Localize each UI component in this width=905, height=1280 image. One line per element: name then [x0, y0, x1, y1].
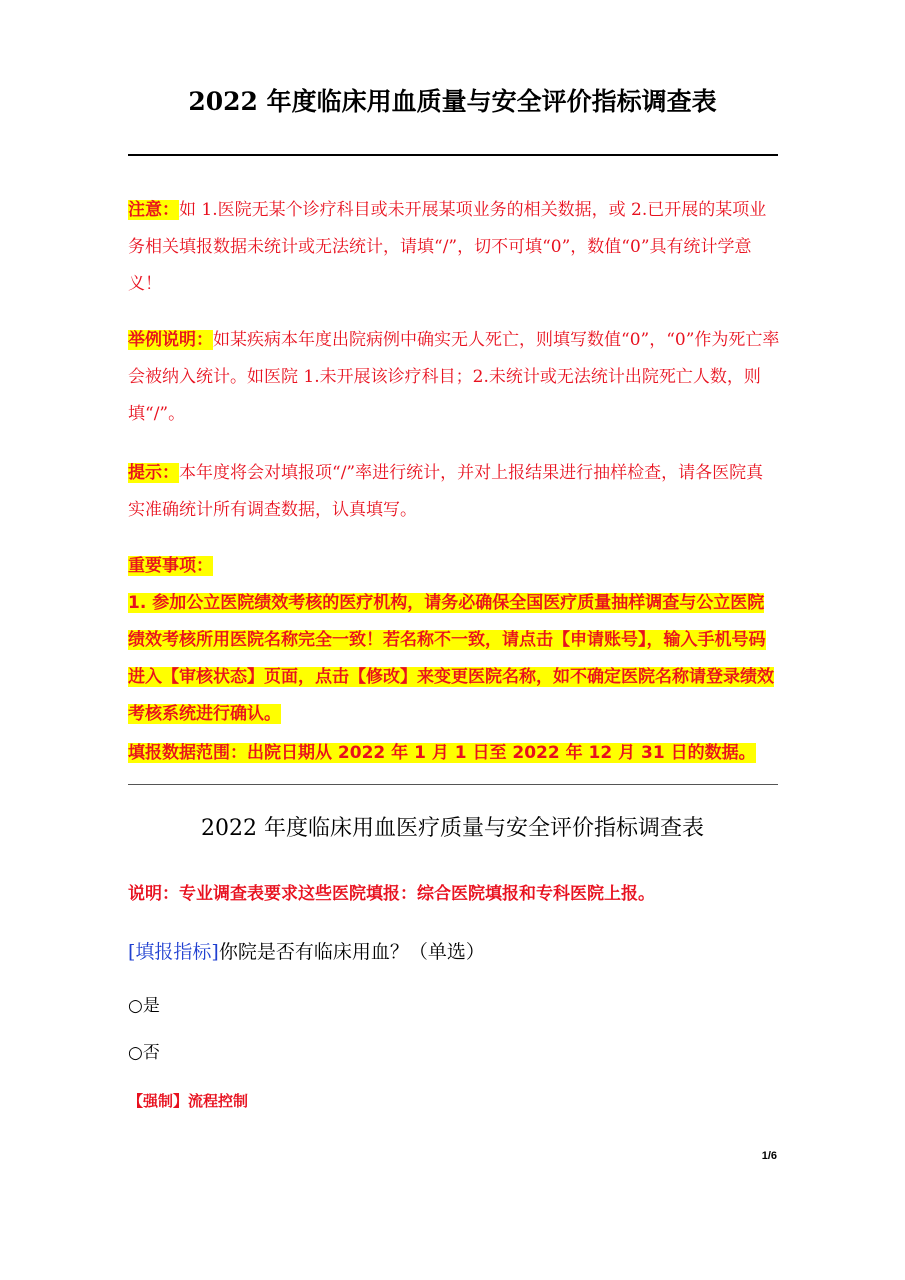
section-divider	[128, 784, 778, 785]
option-yes[interactable]: ○是	[128, 996, 160, 1016]
notice-text: 如 1.医院无某个诊疗科目或未开展某项业务的相关数据，或 2.已开展的某项业务相关填报数据未统计或无法统计，请填“/”，切不可填“0”，数值“0”具有统计学意义！	[128, 200, 767, 294]
notice-paragraph	[128, 192, 780, 303]
hint-text: 本年度将会对填报项“/”率进行统计，并对上报结果进行抽样检查，请各医院真实准确统计所有调查数据，认真填写。	[128, 463, 764, 520]
question	[128, 935, 485, 969]
notice-label: 注意：	[128, 200, 179, 220]
hint-label: 提示：	[128, 463, 179, 483]
important-heading: 重要事项：	[128, 556, 213, 576]
important-body: 1. 参加公立医院绩效考核的医疗机构，请务必确保全国医疗质量抽样调查与公立医院绩效考核所用医院名称完全一致！若名称不一致，请点击【申请账号】，输入手机号码进入【审核状态】页面，点击【修改】来变更医院名称，如不确定医院名称请登录绩效考核系统进行确认。	[128, 593, 774, 724]
survey-description: 说明：专业调查表要求这些医院填报：综合医院填报和专科医院上报。	[128, 884, 655, 904]
data-range: 填报数据范围：出院日期从 2022 年 1 月 1 日至 2022 年 12 月 31 日的数据。	[128, 743, 756, 763]
data-range-line	[128, 735, 780, 772]
important-heading-line	[128, 548, 780, 585]
title-divider	[128, 154, 778, 156]
question-tag: [填报指标]	[128, 941, 219, 963]
example-text: 如某疾病本年度出院病例中确实无人死亡，则填写数值“0”，“0”作为死亡率会被纳入统计。如医院 1.未开展该诊疗科目；2.未统计或无法统计出院死亡人数，则填“/”。	[128, 330, 780, 424]
page-number: 1/6	[761, 1150, 777, 1162]
mandatory-flow-control: 【强制】流程控制	[128, 1092, 249, 1110]
page-title: 2022 年度临床用血质量与安全评价指标调查表	[188, 87, 717, 116]
question-text: 你院是否有临床用血？（单选）	[218, 941, 485, 963]
option-no[interactable]: ○否	[128, 1043, 160, 1063]
survey-subtitle: 2022 年度临床用血医疗质量与安全评价指标调查表	[201, 816, 704, 841]
important-body-block	[128, 585, 780, 733]
example-label: 举例说明：	[128, 330, 213, 350]
example-paragraph	[128, 322, 780, 433]
hint-paragraph	[128, 455, 780, 529]
